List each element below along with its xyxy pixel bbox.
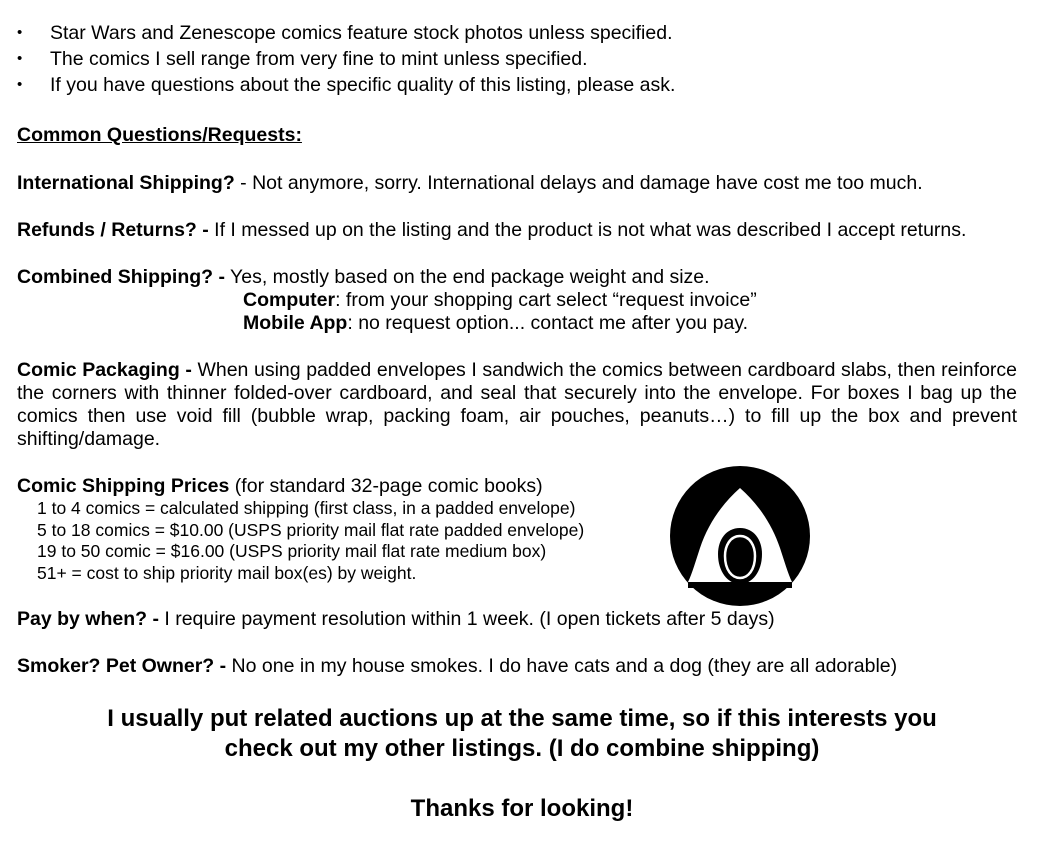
refunds-text: If I messed up on the listing and the product is not what was described I accept returns. — [208, 219, 967, 241]
pay-by-when-section — [17, 608, 1037, 631]
computer-text: : from your shopping cart select “request invoice” — [335, 289, 757, 311]
comic-packaging-section — [17, 359, 1017, 451]
international-shipping-section — [17, 172, 1037, 195]
smoker-pet-section — [17, 655, 1037, 678]
notes-list — [17, 20, 1037, 98]
price-line: 19 to 50 comic = $16.00 (USPS priority mail flat rate medium box) — [37, 541, 547, 561]
closing-line: check out my other listings. (I do combine shipping) — [224, 735, 820, 762]
international-shipping-label: International Shipping? — [17, 172, 235, 194]
refunds-label: Refunds / Returns? - — [17, 219, 209, 241]
price-line: 5 to 18 comics = $10.00 (USPS priority mail flat rate padded envelope) — [37, 519, 585, 540]
refunds-section — [17, 219, 1037, 242]
thanks-message: Thanks for looking! — [410, 795, 634, 822]
hooded-figure-logo-icon — [670, 466, 810, 606]
mobile-app-text: : no request option... contact me after you pay. — [347, 312, 749, 334]
closing-line: I usually put related auctions up at the same time, so if this interests you — [107, 705, 937, 732]
combined-shipping-text: Yes, mostly based on the end package weight and size. — [224, 266, 710, 288]
price-line: 51+ = cost to ship priority mail box(es) by weight. — [37, 562, 417, 583]
shipping-prices-section — [17, 475, 1037, 584]
comic-packaging-text: When using padded envelopes I sandwich the comics between cardboard slabs, then reinforce the corners with thinner folded-over cardboard, and seal that securely into the envelope. For boxes I bag up the comics then use void fill (bubble wrap, packing foam, air pouches, peanuts…) to fill up the box and prevent shifting/damage. — [17, 359, 1017, 450]
pay-by-when-text: I require payment resolution within 1 week. (I open tickets after 5 days) — [158, 608, 775, 630]
smoker-pet-label: Smoker? Pet Owner? - — [17, 655, 227, 677]
common-questions-heading: Common Questions/Requests: — [17, 124, 302, 146]
mobile-app-label: Mobile App — [243, 312, 348, 334]
computer-label: Computer — [243, 289, 336, 311]
price-line: 1 to 4 comics = calculated shipping (first class, in a padded envelope) — [37, 498, 576, 518]
combined-shipping-label: Combined Shipping? - — [17, 266, 225, 288]
smoker-pet-text: No one in my house smokes. I do have cats and a dog (they are all adorable) — [226, 655, 898, 677]
notes-list-item: • Star Wars and Zenescope comics feature stock photos unless specified. — [17, 20, 1037, 46]
closing-message — [17, 704, 1027, 764]
comic-packaging-label: Comic Packaging - — [17, 359, 192, 381]
notes-list-item: • If you have questions about the specific quality of this listing, please ask. — [17, 72, 1037, 98]
combined-shipping-section — [17, 266, 1037, 335]
shipping-prices-label: Comic Shipping Prices — [17, 475, 230, 497]
notes-list-item: • The comics I sell range from very fine to mint unless specified. — [17, 46, 1037, 72]
shipping-prices-note: (for standard 32-page comic books) — [229, 475, 543, 497]
pay-by-when-label: Pay by when? - — [17, 608, 159, 630]
international-shipping-text: - Not anymore, sorry. International delays and damage have cost me too much. — [234, 172, 923, 194]
listing-description — [17, 20, 1037, 824]
